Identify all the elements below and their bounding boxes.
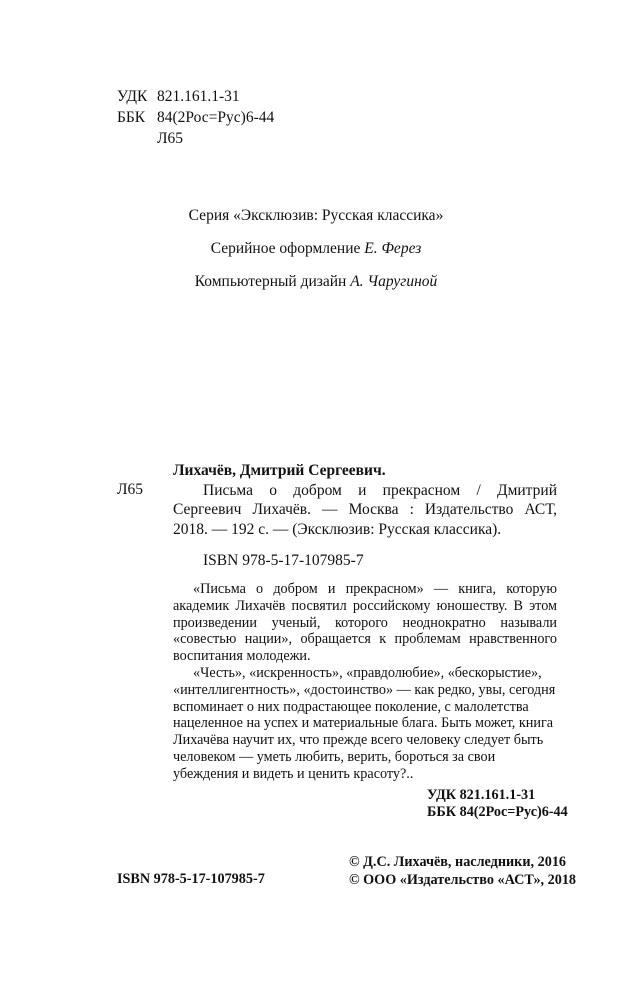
udk-value: 821.161.1-31: [157, 88, 240, 105]
bib-isbn: ISBN 978-5-17-107985-7: [203, 552, 364, 569]
design-name: Е. Ферез: [364, 240, 422, 257]
bibliographic-record: [173, 461, 557, 539]
bib-author-mark: Л65: [117, 481, 144, 498]
copyright-author: © Д.С. Лихачёв, наследники, 2016: [349, 854, 567, 870]
author-mark: Л65: [157, 130, 184, 147]
annotation-paragraph-2: «Честь», «искренность», «правдолюбие», «бескорыстие», «интеллигентность», «достоинство» — как редко, увы, сегодня вспоминает о них подрастающее поколение, с малолетства нацеленное на успех и материальные блага. Быть может, книга Лихачёва научит их, что прежде всего человеку следует быть человеком — уметь любить, верить, бороться за свои убеждения и видеть и ценить красоту?..: [173, 664, 556, 782]
udk-row: [117, 86, 274, 107]
author-mark-row: [117, 128, 274, 149]
bbk-row: [117, 107, 274, 128]
bbk-value: 84(2Рос=Рус)6-44: [157, 109, 275, 126]
bbk-label: ББК: [117, 109, 146, 126]
bib-author: Лихачёв, Дмитрий Сергеевич.: [173, 462, 386, 479]
classification-block: [117, 86, 274, 149]
design-credit: [0, 240, 632, 258]
bib-line-3: 2018. — 192 с. — (Эксклюзив: Русская классика).: [173, 520, 502, 538]
footer-classification: [427, 787, 568, 822]
udk-label: УДК: [117, 88, 148, 105]
design-label: Серийное оформление: [210, 240, 361, 257]
annotation: [173, 581, 557, 783]
bib-line-2: Сергеевич Лихачёв. — Москва : Издательство АСТ,: [173, 501, 557, 519]
computer-design-label: Компьютерный дизайн: [194, 273, 347, 290]
computer-design-credit: [0, 273, 632, 291]
copyright-block: [349, 853, 576, 889]
computer-design-name: А. Чаругиной: [350, 273, 438, 290]
footer-bbk: ББК 84(2Рос=Рус)6-44: [427, 804, 568, 821]
footer-udk: УДК 821.161.1-31: [427, 787, 536, 803]
annotation-paragraph-1: «Письма о добром и прекрасном» — книга, которую академик Лихачёв посвятил российскому юношеству. В этом произведении ученый, которого неоднократно называли «совестью нации», обращается к проблемам нравственного воспитания молодежи.: [173, 581, 557, 665]
series-line: Серия «Эксклюзив: Русская классика»: [188, 207, 444, 224]
bib-line-1: Письма о добром и прекрасном / Дмитрий: [203, 481, 557, 499]
copyright-publisher: © ООО «Издательство «АСТ», 2018: [349, 872, 577, 888]
footer-isbn: ISBN 978-5-17-107985-7: [117, 871, 265, 887]
